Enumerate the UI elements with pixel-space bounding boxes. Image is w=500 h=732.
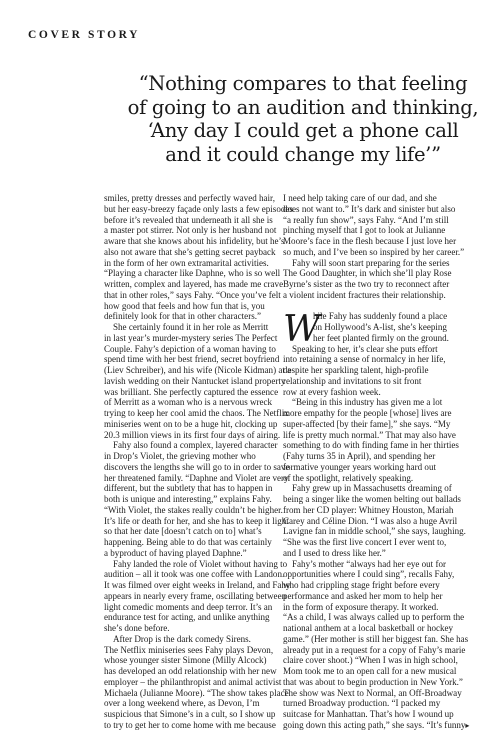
text-line: (Fahy turns 35 in April), and spending her: [283, 451, 436, 461]
text-line: does not want to.” It’s dark and sinister but also: [283, 203, 456, 214]
text-line: The show was Next to Normal, an Off-Broadway: [283, 687, 462, 698]
text-line: hile Fahy has suddenly found a place: [313, 311, 448, 322]
text-line: also not aware that she’s getting secret payback: [104, 246, 276, 257]
text-line: light comedic moments and deep terror. It’s an: [104, 601, 273, 612]
text-line: It was filmed over eight weeks in Ireland, and Fahy: [104, 580, 291, 590]
text-line: The Netflix miniseries sees Fahy plays Devon,: [104, 644, 274, 655]
text-line: [283, 720, 470, 732]
drop-cap: W: [283, 309, 321, 351]
article-column-left: [104, 193, 293, 731]
text-line: in the form of exposure therapy. It worked.: [283, 601, 439, 612]
paragraph: [104, 440, 290, 558]
text-line: appears in nearly every frame, oscillating between: [104, 590, 287, 601]
text-line: how good that feels and how fun that is, you: [104, 300, 265, 311]
text-line: row at every fashion week.: [283, 386, 381, 397]
text-line: being a singer like the women belting out ballads: [283, 494, 461, 504]
text-line: in last year’s murder-mystery series The Perfect: [104, 332, 278, 343]
pull-quote-line: of going to an audition and thinking,: [127, 95, 479, 119]
text-line: 20.3 million views in its first four days of airing.: [104, 429, 281, 440]
text-line: “a really fun show”, says Fahy. “And I’m still: [283, 214, 449, 225]
text-line: trying to keep her cool amid the chaos. The Netflix: [104, 408, 289, 418]
text-line: Fahy landed the role of Violet without having to: [113, 558, 288, 569]
text-line: Michaela (Julianne Moore). “The show takes place: [104, 687, 289, 698]
text-line: life is pretty much normal.” That may also have: [283, 429, 456, 440]
text-line: She certainly found it in her role as Merritt: [113, 322, 269, 332]
text-line: she’s done before.: [104, 623, 170, 633]
text-line: into retaining a sense of normalcy in her life,: [283, 354, 446, 365]
text-line: smiles, pretty dresses and perfectly waved hair,: [104, 193, 275, 203]
text-line: aware that she knows about his infidelity, but he’s: [104, 236, 285, 246]
text-line: “Being in this industry has given me a lot: [292, 397, 443, 408]
text-line: in the form of her own extramarital activities.: [104, 257, 269, 268]
text-line: claire cover shoot.) “When I was in high school,: [283, 655, 458, 666]
continue-arrow-icon: ▸: [465, 720, 470, 730]
text-line: lavish wedding on their Nantucket island property: [104, 375, 286, 386]
text-line: super-affected [by their fame],” she says. “My: [283, 418, 451, 429]
text-line: was brilliant. She perfectly captured the essence: [104, 386, 279, 397]
text-line: has developed an odd relationship with her new: [104, 666, 277, 676]
text-line: Couple. Fahy’s depiction of a woman having to: [104, 343, 276, 354]
text-line: “As a child, I was always called up to perform the: [283, 612, 465, 623]
text-line: in Drop’s Violet, the grieving mother who: [104, 451, 256, 461]
text-line: on Hollywood’s A-list, she’s keeping: [313, 322, 447, 332]
paragraph: [283, 483, 470, 558]
pull-quote-line: “Nothing compares to that feeling: [138, 72, 468, 95]
text-line: “Playing a character like Daphne, who is so well: [104, 268, 281, 279]
text-line: “With Violet, the stakes really couldn’t be higher.: [104, 504, 283, 515]
text-line: Carey and Céline Dion. “I was also a huge Avril: [283, 515, 458, 526]
text-line: so much, and I’ve been so inspired by her career.”: [283, 246, 465, 257]
text-line: Fahy also found a complex, layered character: [113, 440, 278, 451]
text-line: Moore’s face in the flesh because I just love her: [283, 236, 457, 246]
paragraph: [283, 193, 470, 258]
text-line-content: going down this acting path,” she says. “It’s funny: [283, 719, 466, 730]
text-line: pinching myself that I got to look at Julianne: [283, 225, 446, 236]
text-line: both is unique and interesting,” explains Fahy.: [104, 494, 272, 504]
paragraph: [104, 193, 293, 322]
paragraph: [104, 634, 287, 731]
text-line: (Liev Schreiber), and his wife (Nicole Kidman) at a: [104, 365, 292, 375]
text-line: her threatened family. “Daphne and Violet are very: [104, 472, 289, 483]
paragraph: [283, 397, 470, 483]
text-line: whose younger sister Simone (Milly Alcock): [104, 655, 267, 666]
pull-quote-line: ‘Any day I could get a phone call: [147, 119, 459, 142]
pull-quote: [118, 72, 488, 166]
text-line: more empathy for the people [whose] lives are: [283, 408, 452, 418]
text-line: turned Broadway production. “I packed my: [283, 698, 441, 709]
text-line: written, complex and layered, has made me crave: [104, 279, 284, 289]
text-line: to try to get her to come home with me because: [104, 719, 276, 730]
paragraph: [283, 258, 470, 301]
pull-quote-line: and it could change my life’”: [165, 142, 441, 166]
text-line: Mom took me to an open call for a new musical: [283, 666, 457, 676]
paragraph: [104, 558, 291, 634]
text-line: that in other roles,” says Fahy. “Once you’ve felt: [104, 289, 281, 300]
text-line: and I used to dress like her.”: [283, 547, 386, 558]
text-line: so that her date [doesn’t catch on to] what’s: [104, 526, 262, 537]
section-label: COVER STORY: [28, 29, 141, 41]
text-line: her feet planted firmly on the ground.: [313, 332, 449, 343]
text-line: who had crippling stage fright before every: [283, 580, 440, 590]
text-line: I need help taking care of our dad, and she: [283, 193, 437, 203]
text-line: but her easy-breezy façade only lasts a few episodes: [104, 203, 293, 214]
text-line: game.” (Her mother is still her biggest fan. She has: [283, 633, 469, 644]
text-line: definitely look for that in other characters.”: [104, 311, 261, 322]
text-line: a master pot stirrer. Not only is her husband not: [104, 225, 277, 236]
text-line: a byproduct of having played Daphne.”: [104, 547, 247, 558]
text-line: Lavigne fan in middle school,” she says, laughing.: [283, 526, 466, 537]
text-line: relationship and invitations to sit front: [283, 375, 422, 386]
text-line: miniseries went on to be a huge hit, clocking up: [104, 418, 278, 429]
text-line: Fahy grew up in Massachusetts dreaming of: [292, 483, 452, 494]
text-line: suitcase for Manhattan. That’s how I wound up: [283, 709, 454, 719]
text-line: It’s life or death for her, and she has to keep it light: [104, 515, 289, 526]
text-line: over a long weekend where, as Devon, I’m: [104, 698, 260, 709]
text-line: endurance test for acting, and unlike anything: [104, 612, 270, 623]
text-line: Fahy’s mother “always had her eye out for: [292, 558, 447, 569]
text-line: discovers the lengths she will go to in order to save: [104, 461, 290, 472]
text-line: a violent incident fractures their relationship.: [283, 289, 446, 300]
text-line: before it’s revealed that underneath it all she is: [104, 214, 273, 225]
text-line: suspicious that Simone’s in a cult, so I show up: [104, 709, 276, 719]
paragraph: [283, 559, 470, 732]
text-line: opportunities where I could sing”, recalls Fahy,: [283, 569, 455, 580]
text-line: happening. Being able to do that was certainly: [104, 537, 272, 547]
text-line: something to do with finding fame in her thirties: [283, 440, 459, 451]
paragraph: [104, 322, 292, 440]
text-line: “She was the first live concert I ever went to,: [283, 537, 447, 547]
text-line: national anthem at a local basketball or hockey: [283, 623, 454, 633]
text-line: Fahy will soon start preparing for the series: [292, 257, 450, 268]
text-line: The Good Daughter, in which she’ll play Rose: [283, 268, 452, 279]
text-line: from her CD player: Whitney Houston, Mariah: [283, 504, 454, 515]
text-line: despite her sparkling talent, high-profile: [283, 365, 429, 375]
article-column-right: [283, 193, 470, 732]
text-line: of the spotlight, relatively speaking.: [283, 472, 414, 483]
text-line: spend time with her best friend, secret boyfriend: [104, 354, 280, 365]
text-line: Byrne’s sister as the two try to reconnect after: [283, 279, 450, 289]
text-line: After Drop is the dark comedy Sirens.: [113, 633, 251, 644]
text-line: already put in a request for a copy of Fahy’s marie: [283, 644, 466, 655]
text-line: performance and asked her mom to help her: [283, 590, 443, 601]
text-line: Speaking to her, it’s clear she puts effort: [292, 343, 438, 354]
text-line: employer – the philanthropist and animal activist: [104, 676, 282, 687]
paragraph: [283, 311, 470, 397]
text-line: different, but the subtlety that has to happen in: [104, 483, 273, 494]
text-line: audition – all it took was one coffee with Landon.: [104, 569, 285, 580]
text-line: that was about to begin production in New York.”: [283, 676, 463, 687]
text-line: formative younger years working hard out: [283, 461, 436, 472]
text-line: of Merritt as a woman who is a nervous wreck: [104, 397, 273, 408]
